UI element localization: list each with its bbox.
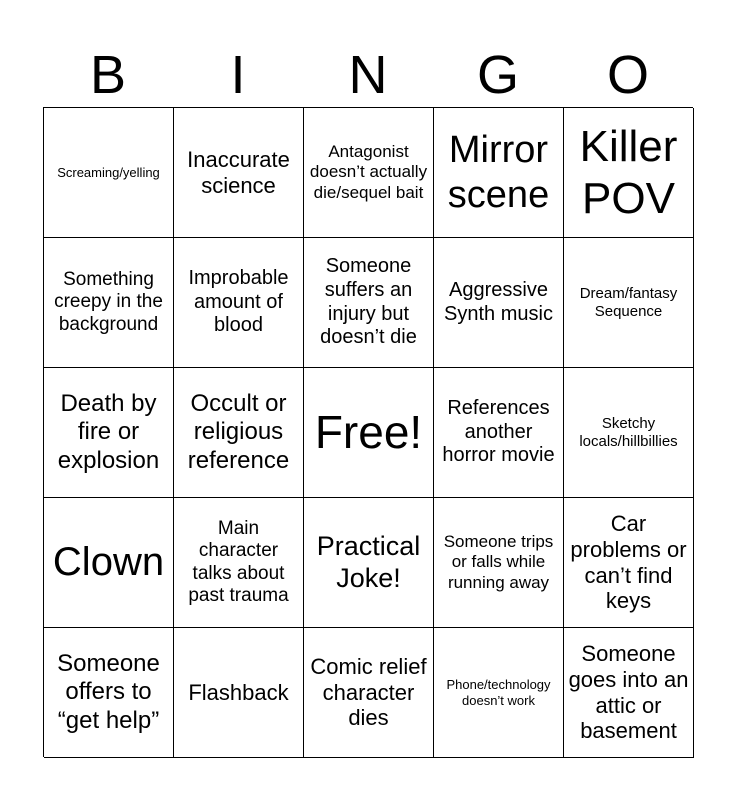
- header-letter-n: N: [348, 45, 388, 105]
- bingo-cell[interactable]: [304, 238, 434, 368]
- bingo-cell[interactable]: [304, 498, 434, 628]
- bingo-cell[interactable]: [174, 368, 304, 498]
- cell-text: Car problems or can’t find keys: [570, 510, 687, 614]
- cell-text: Antagonist doesn’t actually die/sequel bait: [309, 142, 428, 202]
- cell-text: Flashback: [188, 679, 289, 705]
- bingo-cell[interactable]: [44, 628, 174, 758]
- cell-text: Someone offers to “get help”: [57, 650, 160, 734]
- bingo-cell[interactable]: [434, 628, 564, 758]
- bingo-cell[interactable]: [564, 368, 694, 498]
- bingo-cell[interactable]: [434, 368, 564, 498]
- cell-text: Someone trips or falls while running away: [443, 532, 554, 592]
- cell-text: Phone/technology doesn’t work: [446, 677, 551, 708]
- bingo-cell[interactable]: [174, 628, 304, 758]
- header-letter-b: B: [89, 45, 127, 105]
- cell-text: Sketchy locals/hillbillies: [579, 414, 678, 450]
- header-letter-o: O: [606, 45, 649, 105]
- bingo-cell[interactable]: [434, 498, 564, 628]
- bingo-cell[interactable]: [174, 238, 304, 368]
- bingo-header: [43, 44, 693, 106]
- cell-text: Mirror scene: [447, 128, 550, 216]
- bingo-cell[interactable]: [564, 628, 694, 758]
- cell-text: Comic relief character dies: [310, 653, 427, 731]
- cell-text: Main character talks about past trauma: [188, 517, 289, 606]
- header-letter-i: I: [230, 45, 246, 105]
- bingo-cell[interactable]: [304, 628, 434, 758]
- bingo-grid: [43, 107, 693, 757]
- cell-text: Something creepy in the background: [54, 268, 163, 335]
- cell-text: Occult or religious reference: [187, 390, 290, 474]
- bingo-cell[interactable]: [174, 498, 304, 628]
- cell-text: Death by fire or explosion: [57, 390, 160, 474]
- bingo-cell[interactable]: [564, 108, 694, 238]
- cell-text: Dream/fantasy Sequence: [579, 284, 678, 320]
- bingo-cell[interactable]: [44, 498, 174, 628]
- bingo-cell[interactable]: [434, 238, 564, 368]
- bingo-cell[interactable]: [304, 108, 434, 238]
- cell-text: Someone suffers an injury but doesn’t die: [320, 255, 417, 349]
- bingo-cell-free[interactable]: [304, 368, 434, 498]
- cell-text: Inaccurate science: [187, 146, 290, 198]
- bingo-cell[interactable]: [44, 368, 174, 498]
- cell-text: Improbable amount of blood: [188, 267, 289, 337]
- cell-text: Aggressive Synth music: [444, 278, 553, 325]
- bingo-cell[interactable]: [174, 108, 304, 238]
- bingo-cell[interactable]: [44, 108, 174, 238]
- cell-text: References another horror movie: [442, 397, 555, 467]
- cell-text: Practical Joke!: [316, 530, 421, 593]
- cell-text: Clown: [52, 539, 165, 584]
- header-letter-g: G: [476, 45, 519, 105]
- bingo-cell[interactable]: [564, 498, 694, 628]
- bingo-cell[interactable]: [564, 238, 694, 368]
- cell-text: Screaming/yelling: [57, 164, 160, 180]
- cell-text: Someone goes into an attic or basement: [568, 640, 689, 744]
- bingo-cell[interactable]: [44, 238, 174, 368]
- cell-text: Free!: [314, 406, 423, 459]
- cell-text: Killer POV: [579, 121, 678, 223]
- bingo-cell[interactable]: [434, 108, 564, 238]
